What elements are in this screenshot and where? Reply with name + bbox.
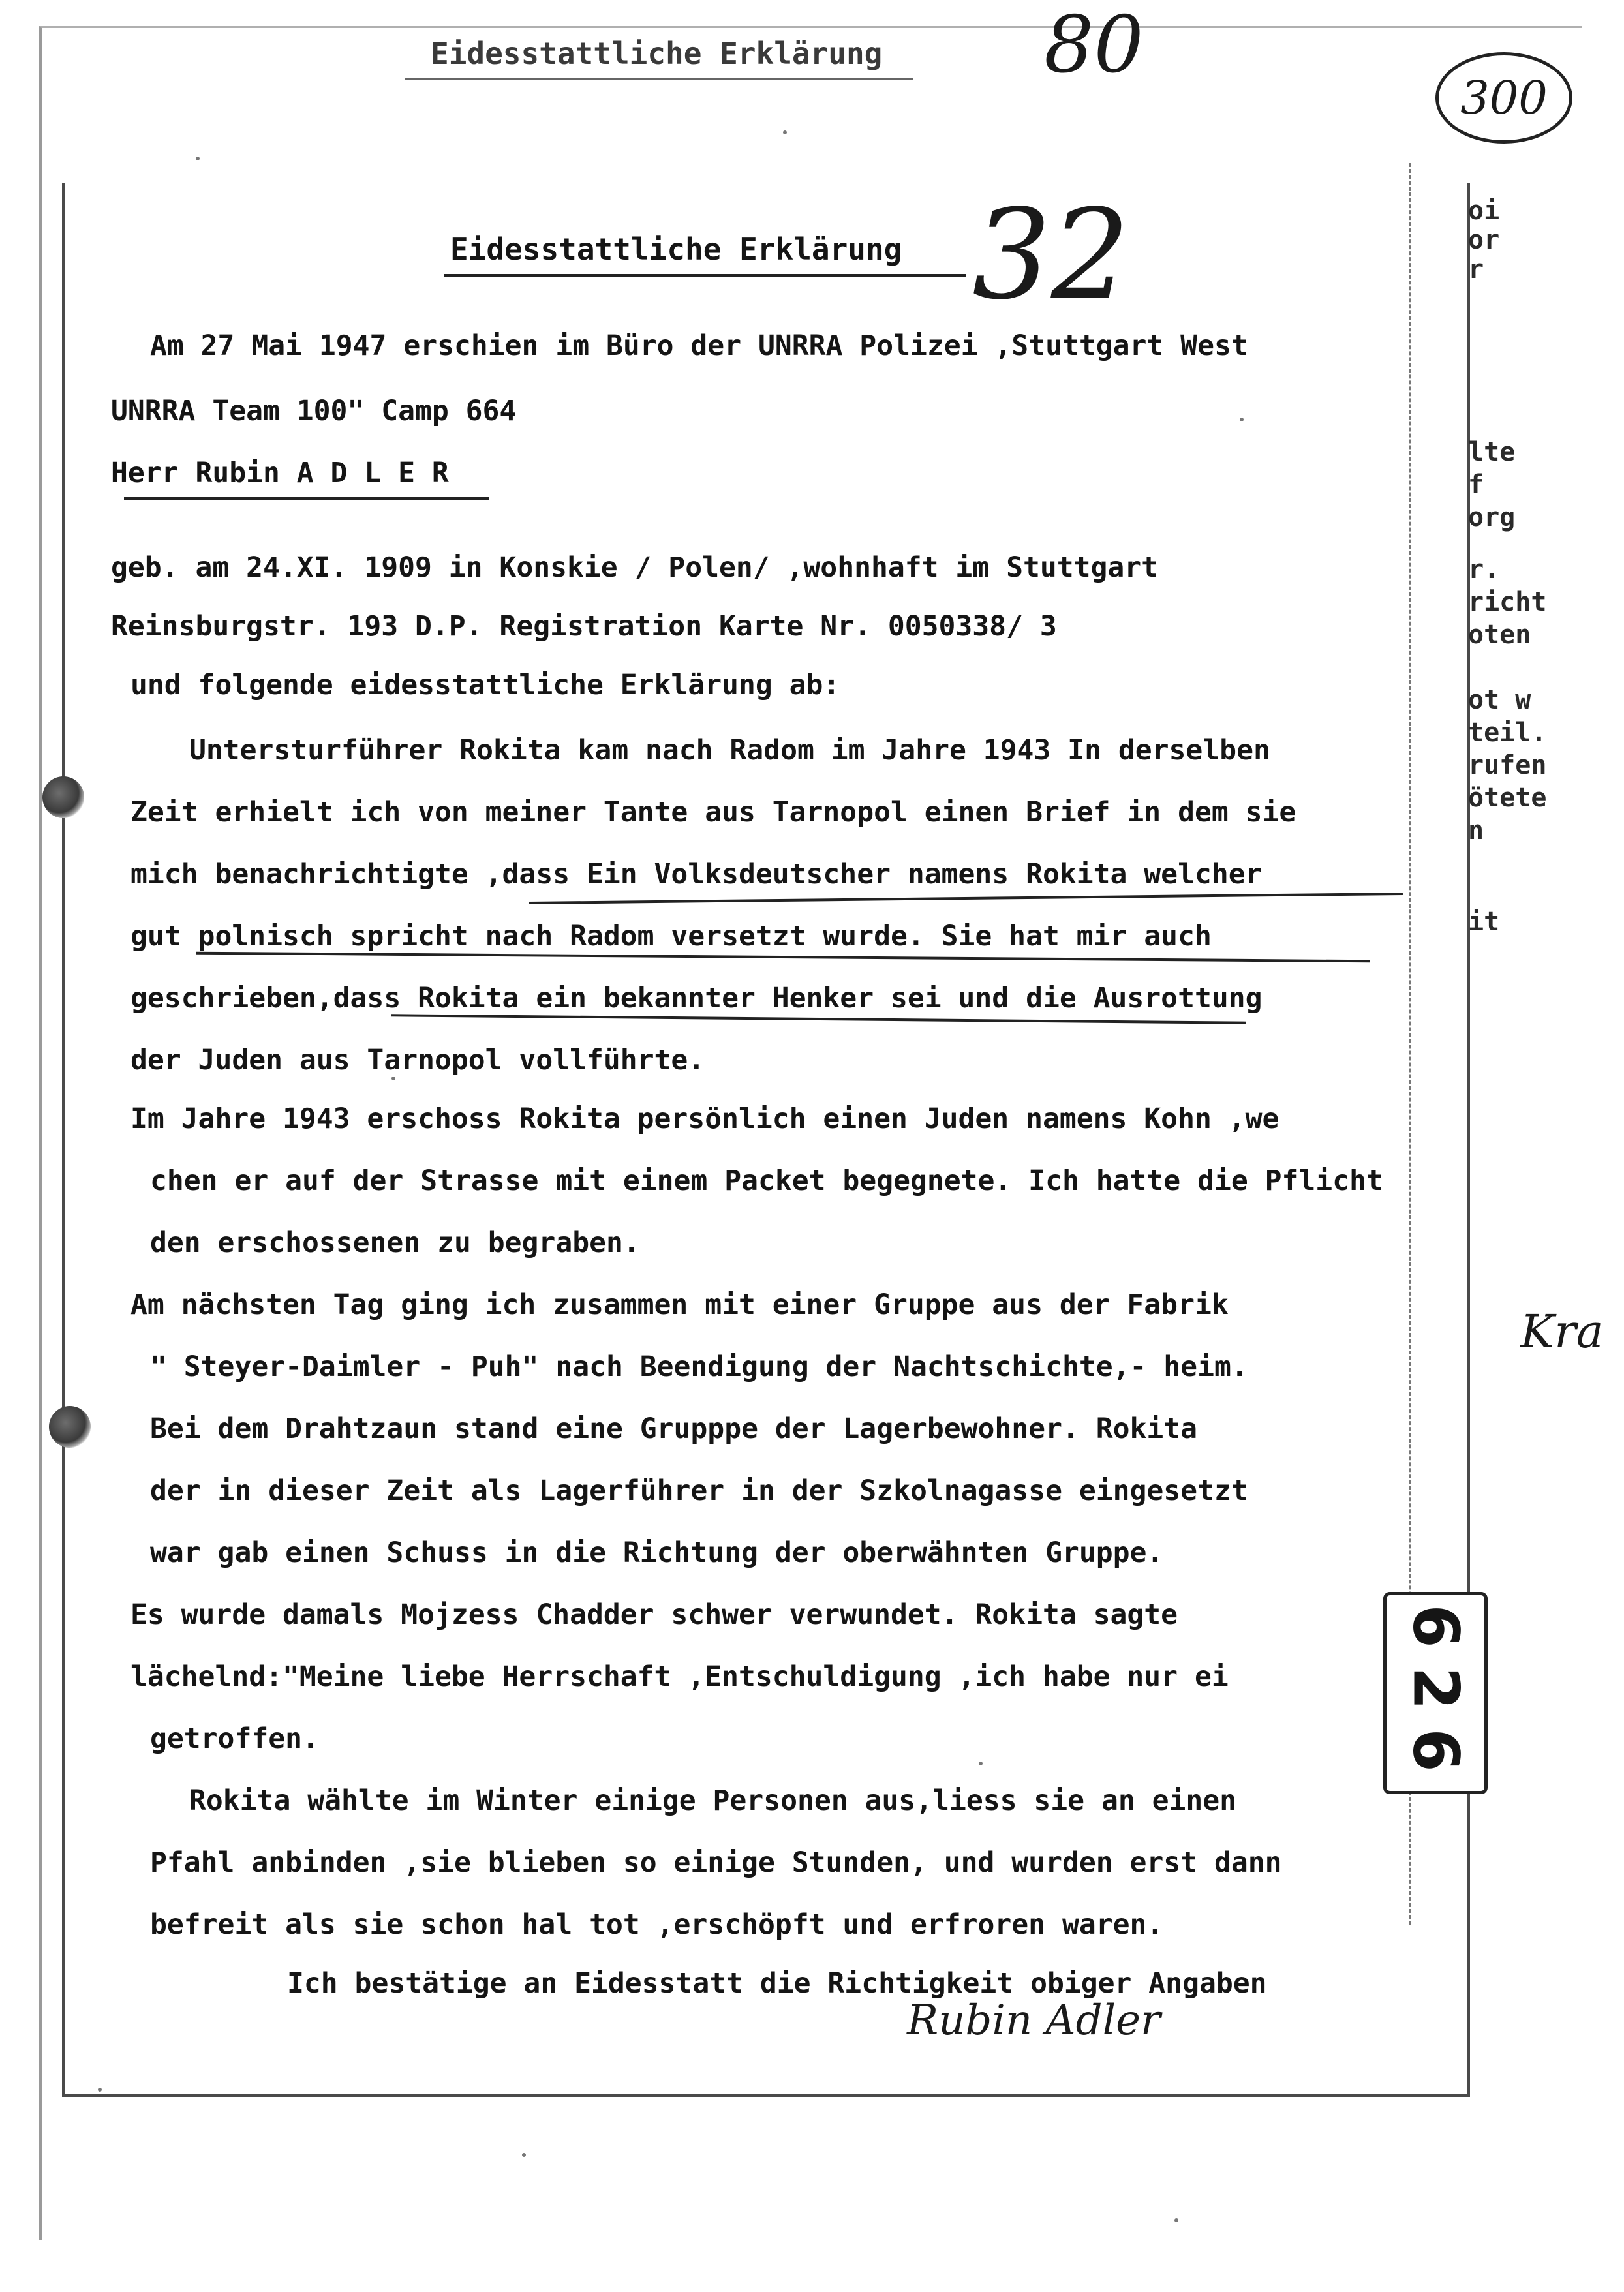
document-heading: Eidesstattliche Erklärung xyxy=(450,232,902,267)
right-fragment-8: richt xyxy=(1468,587,1547,617)
right-fragment-13: ötete xyxy=(1468,783,1547,813)
intro-line-5: Reinsburgstr. 193 D.P. Registration Karte Nr. 0050338/ 3 xyxy=(111,610,1057,643)
right-fragment-6: org xyxy=(1468,502,1516,532)
right-fragment-9: oten xyxy=(1468,620,1531,650)
scan-speck xyxy=(1240,418,1244,421)
body-line-6: der Juden aus Tarnopol vollführte. xyxy=(130,1044,705,1077)
heading-underline xyxy=(444,274,966,277)
body-line-21: Ich bestätige an Eidesstatt die Richtigkeit obiger Angaben xyxy=(287,1967,1267,2000)
body-line-1: Untersturführer Rokita kam nach Radom im Jahre 1943 In derselben xyxy=(189,734,1270,767)
body-line-15: Es wurde damals Mojzess Chadder schwer verwundet. Rokita sagte xyxy=(130,1598,1178,1631)
intro-line-6: und folgende eidesstattliche Erklärung ab: xyxy=(130,669,840,701)
body-line-13: der in dieser Zeit als Lagerführer in der Szkolnagasse eingesetzt xyxy=(150,1475,1248,1507)
name-underline xyxy=(124,497,489,500)
scan-speck xyxy=(783,130,787,134)
body-line-2: Zeit erhielt ich von meiner Tante aus Tarnopol einen Brief in dem sie xyxy=(130,796,1296,829)
right-fragment-5: f xyxy=(1468,470,1484,500)
margin-number-80: 80 xyxy=(1044,0,1144,91)
top-title-rule xyxy=(405,78,913,80)
stamp-digit-1: 6 xyxy=(1399,1604,1473,1648)
right-fragment-3: r xyxy=(1468,254,1484,284)
intro-line-4: geb. am 24.XI. 1909 in Konskie / Polen/ ,wohnhaft im Stuttgart xyxy=(111,551,1159,584)
body-line-9: den erschossenen zu begraben. xyxy=(150,1227,640,1259)
intro-line-3: Herr Rubin A D L E R xyxy=(111,457,449,489)
right-fragment-12: rufen xyxy=(1468,750,1547,780)
scan-speck xyxy=(522,2153,526,2157)
stamp-digit-2: 2 xyxy=(1399,1666,1473,1710)
body-line-16: lächelnd:"Meine liebe Herrschaft ,Entschuldigung ,ich habe nur ei xyxy=(130,1660,1229,1693)
body-line-18: Rokita wählte im Winter einige Personen aus,liess sie an einen xyxy=(189,1784,1237,1817)
right-fragment-14: n xyxy=(1468,816,1484,846)
right-fragment-1: oi xyxy=(1468,196,1500,226)
body-line-5: geschrieben,dass Rokita ein bekannter Henker sei und die Ausrottung xyxy=(130,982,1263,1015)
body-line-17: getroffen. xyxy=(150,1722,319,1755)
body-line-14: war gab einen Schuss in die Richtung der oberwähnten Gruppe. xyxy=(150,1536,1164,1569)
page-number-stamp xyxy=(1383,1592,1488,1794)
stamp-digit-3: 6 xyxy=(1399,1728,1473,1772)
right-fragment-15: it xyxy=(1468,907,1500,937)
punch-hole-bottom xyxy=(49,1406,91,1448)
body-line-10: Am nächsten Tag ging ich zusammen mit einer Gruppe aus der Fabrik xyxy=(130,1289,1229,1321)
punch-hole-top xyxy=(42,776,84,818)
intro-line-2: UNRRA Team 100" Camp 664 xyxy=(111,395,517,427)
scan-speck xyxy=(98,2088,102,2092)
scan-speck xyxy=(1174,2218,1178,2222)
right-fragment-4: lte xyxy=(1468,437,1516,467)
right-fragment-11: teil. xyxy=(1468,718,1547,748)
body-line-3: mich benachrichtigte ,dass Ein Volksdeutscher namens Rokita welcher xyxy=(130,858,1263,891)
body-line-8: chen er auf der Strasse mit einem Packet begegnete. Ich hatte die Pflicht xyxy=(150,1165,1383,1197)
scan-speck xyxy=(196,157,200,160)
body-line-4: gut polnisch spricht nach Radom versetzt wurde. Sie hat mir auch xyxy=(130,920,1212,953)
right-fragment-7: r. xyxy=(1468,555,1500,585)
intro-line-1: Am 27 Mai 1947 erschien im Büro der UNRRA Polizei ,Stuttgart West xyxy=(150,329,1248,362)
body-line-19: Pfahl anbinden ,sie blieben so einige Stunden, und wurden erst dann xyxy=(150,1846,1282,1879)
body-line-11: " Steyer-Daimler - Puh" nach Beendigung der Nachtschichte,- heim. xyxy=(150,1351,1248,1383)
body-line-20: befreit als sie schon hal tot ,erschöpft und erfroren waren. xyxy=(150,1908,1164,1941)
right-margin-hand-mark: Kra xyxy=(1520,1305,1604,1358)
right-fragment-2: or xyxy=(1468,225,1500,255)
handwritten-number-32: 32 xyxy=(972,183,1130,327)
body-line-12: Bei dem Drahtzaun stand eine Grupppe der Lagerbewohner. Rokita xyxy=(150,1413,1198,1445)
body-line-7: Im Jahre 1943 erschoss Rokita persönlich einen Juden namens Kohn ,we xyxy=(130,1103,1279,1135)
scan-speck xyxy=(979,1762,983,1765)
right-fragment-10: ot w xyxy=(1468,685,1531,715)
top-title: Eidesstattliche Erklärung xyxy=(431,36,883,71)
circled-number-300: 300 xyxy=(1435,52,1572,144)
signature: Rubin Adler xyxy=(907,1996,1161,2045)
scan-speck xyxy=(391,1077,395,1080)
